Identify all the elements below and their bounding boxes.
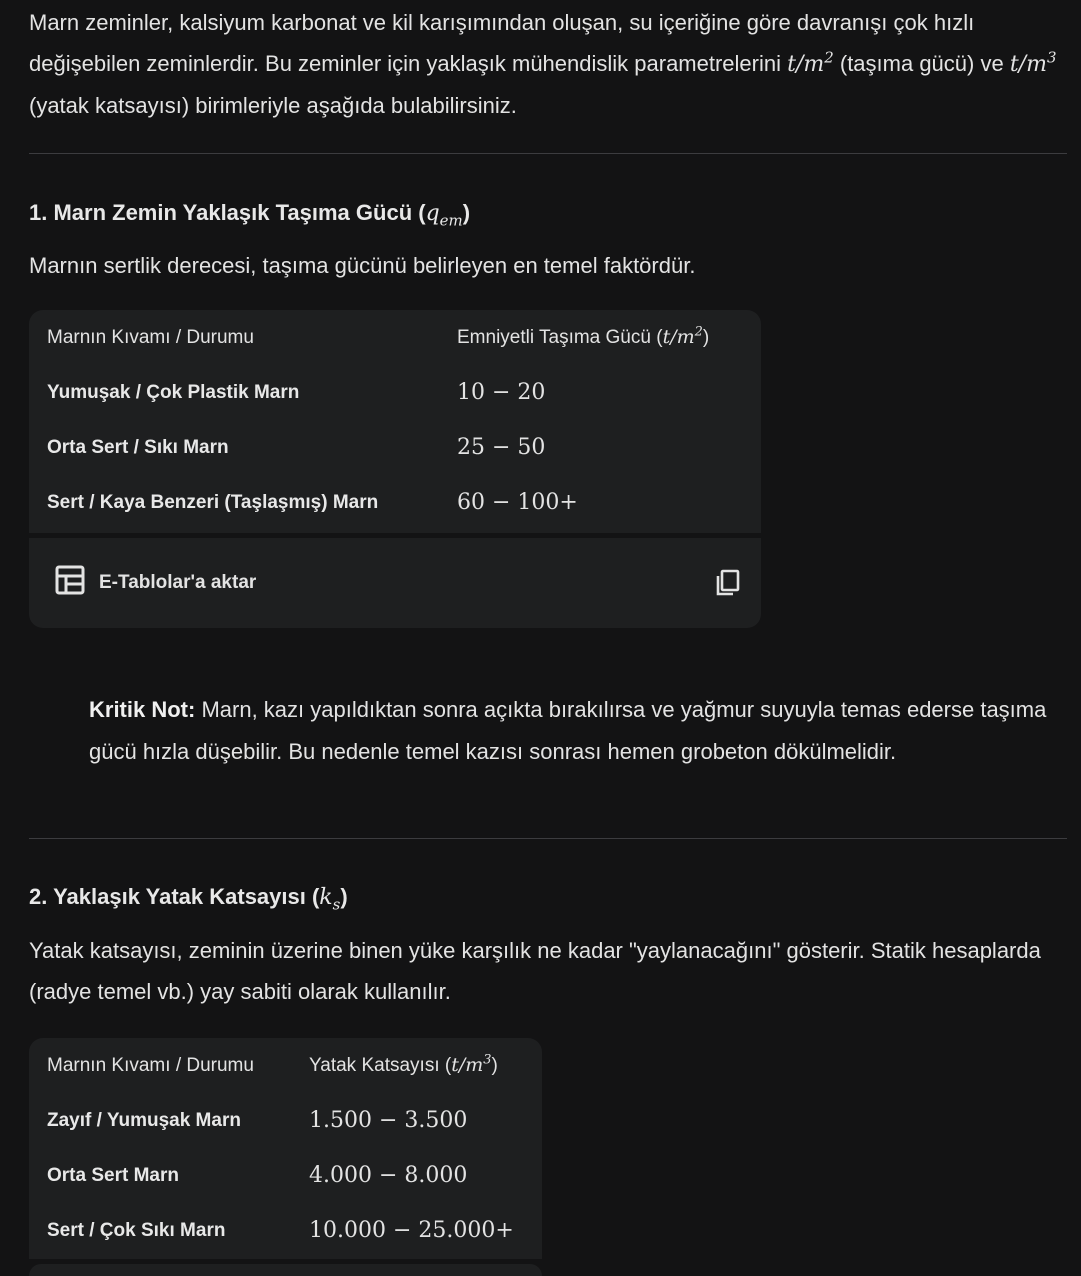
table-row <box>29 365 727 420</box>
row-value: 25 − 50 <box>457 435 546 460</box>
subgrade-modulus-table <box>29 1038 542 1259</box>
section2-description: Yatak katsayısı, zeminin üzerine binen yüke karşılık ne kadar "yaylanacağını" gösterir. Statik hesaplarda (radye temel vb.) yay sabiti olarak kullanılır. <box>29 938 1041 1004</box>
row-label: Sert / Çok Sıkı Marn <box>47 1219 226 1241</box>
export-label: E-Tablolar'a aktar <box>99 572 257 593</box>
unit-tm2: $t/m^2$ <box>787 48 834 77</box>
divider <box>29 838 1067 839</box>
sheets-icon <box>55 565 85 601</box>
table-header-consistency: Marnın Kıvamı / Durumu <box>47 326 254 348</box>
table-row <box>29 420 727 475</box>
table-header-bearing: Emniyetli Taşıma Gücü $(t/m^2)$ <box>457 324 710 348</box>
unit-tm3: $t/m^3$ <box>1009 48 1057 77</box>
divider <box>29 153 1067 154</box>
row-label: Sert / Kaya Benzeri (Taşlaşmış) Marn <box>47 491 379 513</box>
intro-paragraph: Marn zeminler, kalsiyum karbonat ve kil karışımından oluşan, su içeriğine göre davranışı çok hızlı değişebilen zeminlerdir. Bu zeminler için yaklaşık mühendislik parametrelerini $t/m^2$ (taşıma gücü) ve $t/m^3$ (yatak katsayısı) birimleriyle aşağıda bulabilirsiniz. <box>29 10 1057 118</box>
critical-note <box>89 689 1049 773</box>
table-row <box>29 475 727 530</box>
export-to-sheets-button[interactable] <box>55 565 256 601</box>
table-header-modulus: Yatak Katsayısı $(t/m^3)$ <box>309 1052 498 1076</box>
table-row <box>29 1093 532 1148</box>
row-value: 4.000 − 8.000 <box>309 1163 468 1188</box>
row-value: 10.000 − 25.000+ <box>309 1218 514 1243</box>
row-label: Orta Sert / Sıkı Marn <box>47 436 229 458</box>
row-value: 10 − 20 <box>457 380 546 405</box>
table-footer <box>29 538 761 628</box>
section2-title: 2. Yaklaşık Yatak Katsayısı $(k_s)$ <box>29 884 348 914</box>
table-footer <box>29 1264 542 1276</box>
table-row <box>29 1203 532 1258</box>
section1-description: Marnın sertlik derecesi, taşıma gücünü belirleyen en temel faktördür. <box>29 253 696 278</box>
row-label: Orta Sert Marn <box>47 1164 179 1186</box>
note-text: Marn, kazı yapıldıktan sonra açıkta bırakılırsa ve yağmur suyuyla temas ederse taşıma gücü hızla düşebilir. Bu nedenle temel kazısı sonrası hemen grobeton dökülmelidir. <box>89 697 1047 764</box>
table-header-consistency: Marnın Kıvamı / Durumu <box>47 1054 254 1076</box>
section1-title: 1. Marn Zemin Yaklaşık Taşıma Gücü $(q_{em})$ <box>29 200 471 230</box>
bearing-capacity-table <box>29 310 761 533</box>
row-label: Zayıf / Yumuşak Marn <box>47 1109 241 1131</box>
table-row <box>29 1148 532 1203</box>
row-value: 60 − 100+ <box>457 490 578 515</box>
row-label: Yumuşak / Çok Plastik Marn <box>47 381 300 403</box>
note-label: Kritik Not: <box>89 697 196 722</box>
copy-icon[interactable] <box>715 569 741 597</box>
row-value: 1.500 − 3.500 <box>309 1108 468 1133</box>
